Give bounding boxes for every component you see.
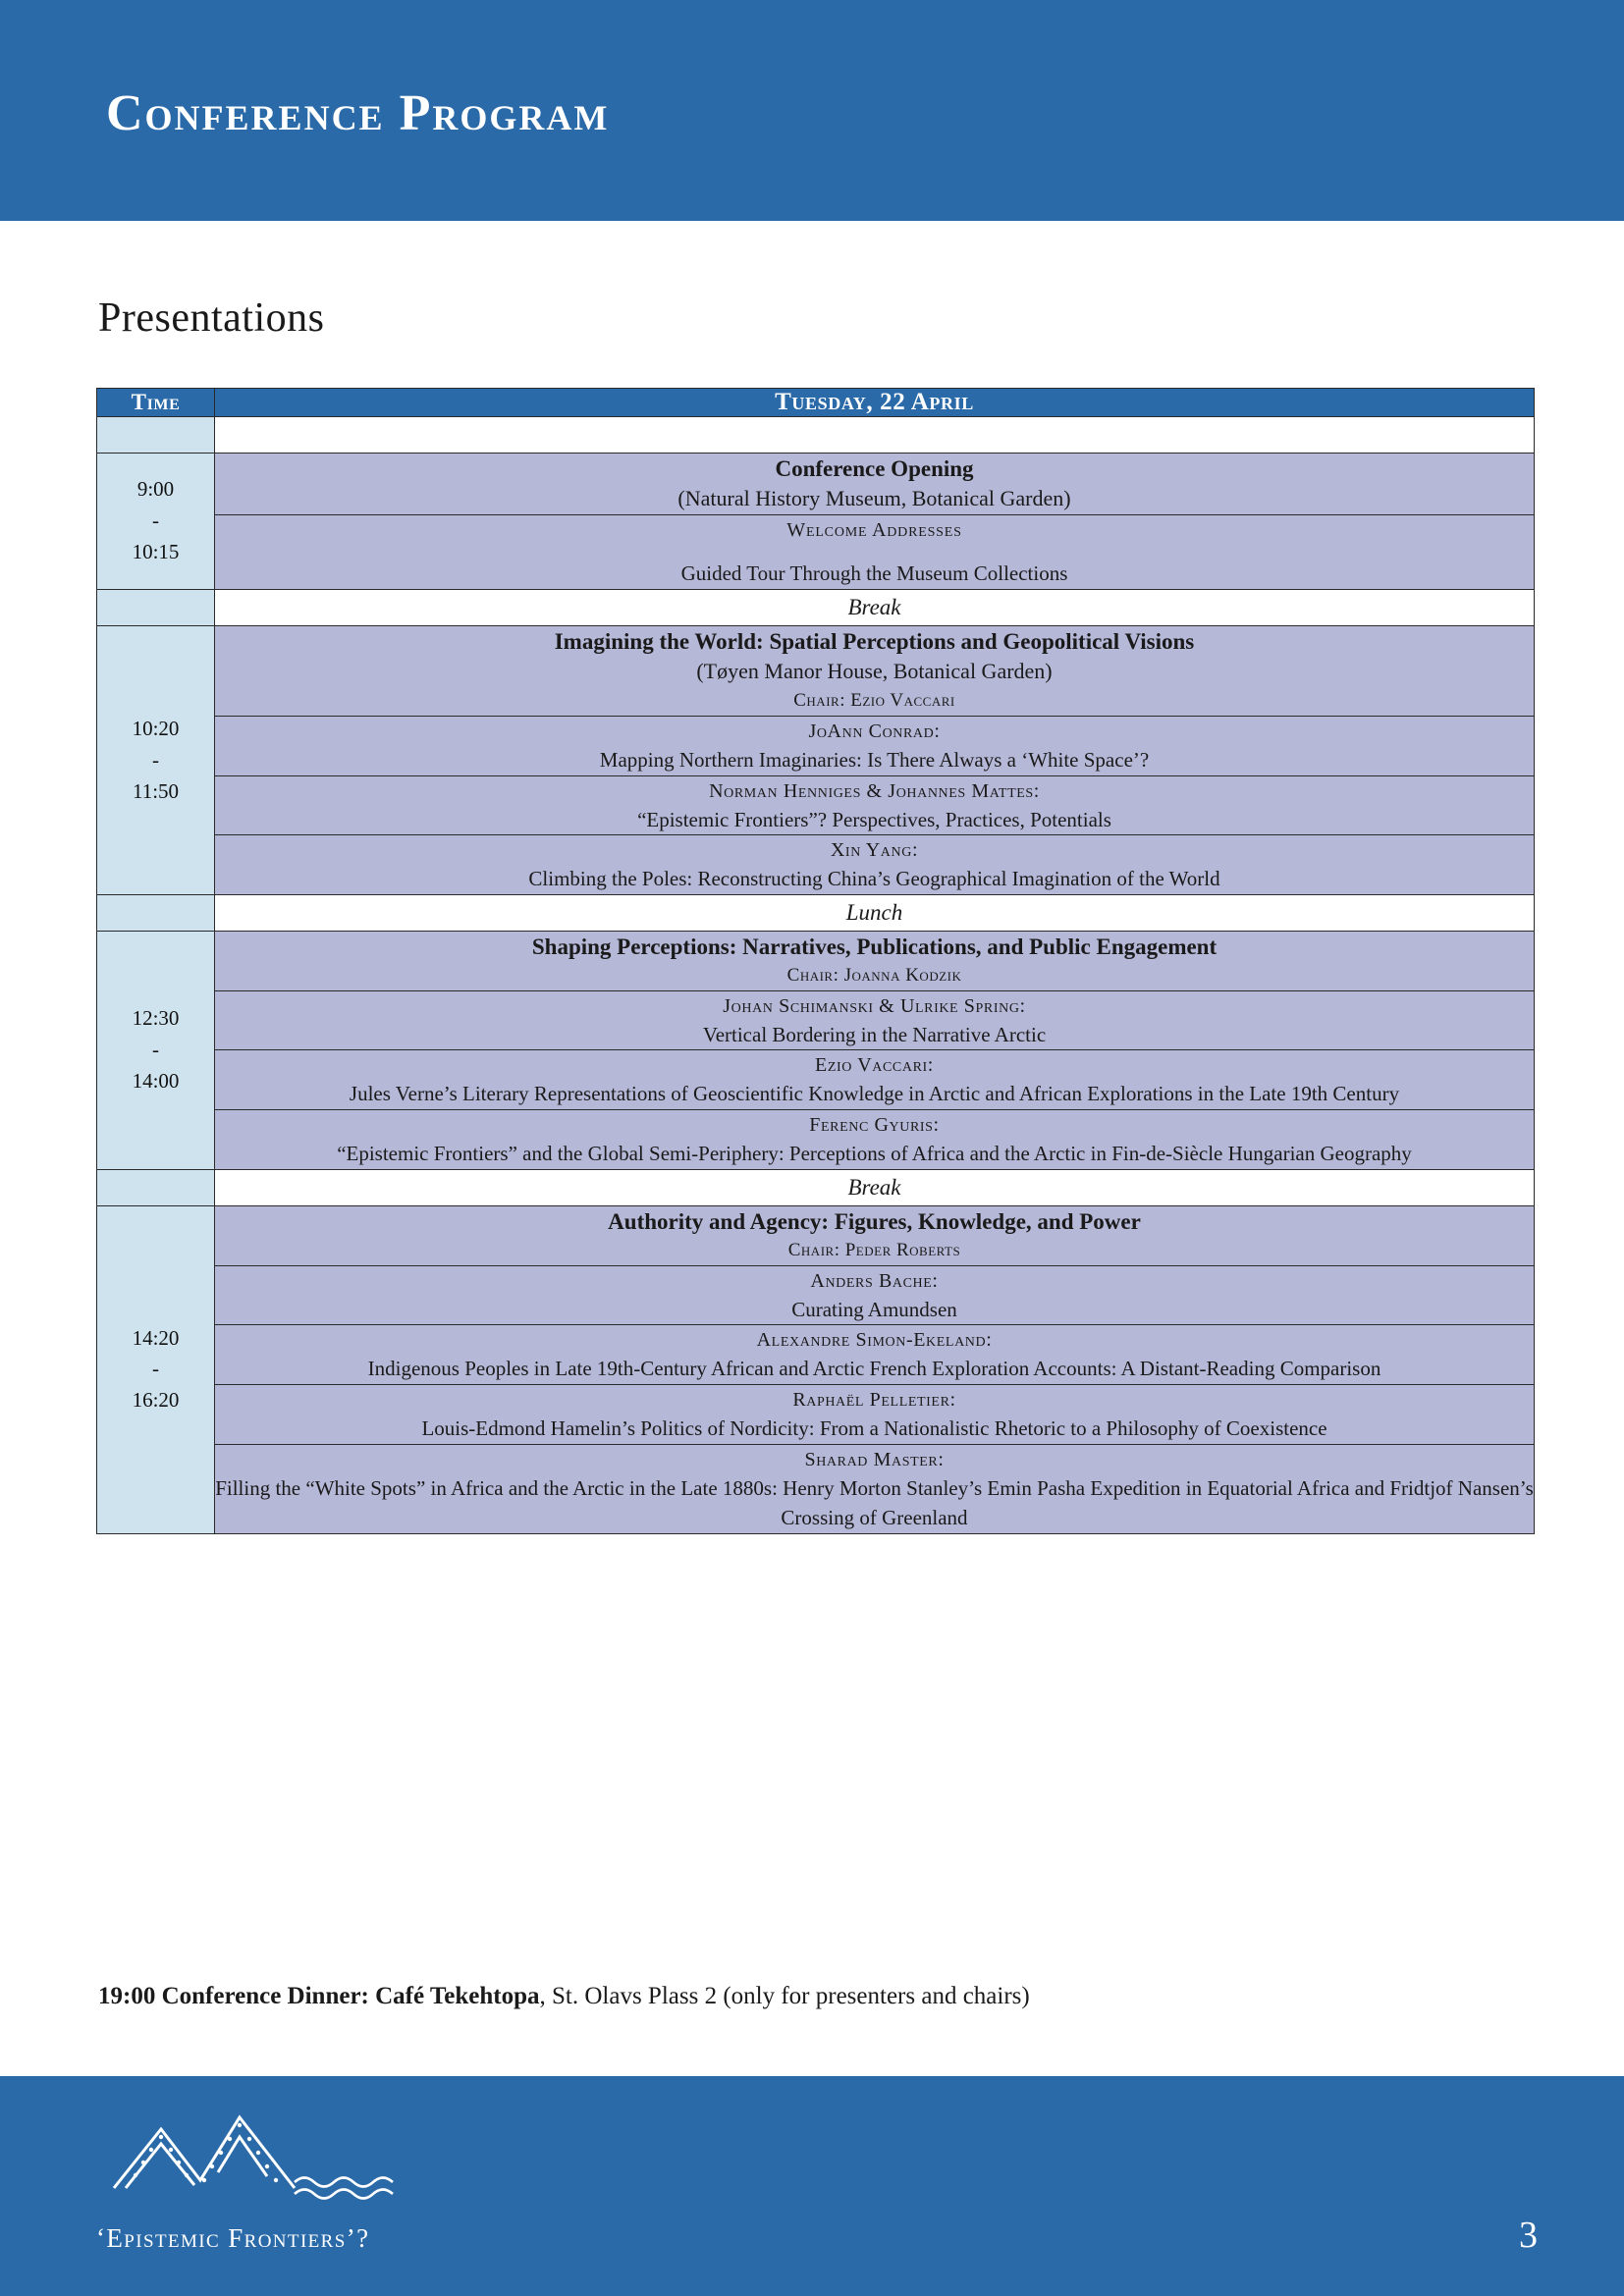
dinner-note-bold: 19:00 Conference Dinner: Café Tekehtopa (98, 1983, 540, 2009)
talk-cell (215, 716, 1535, 775)
dinner-note-rest: , St. Olavs Plass 2 (only for presenters and chairs) (539, 1983, 1030, 2009)
break-label: Lunch (215, 895, 1535, 932)
break-row (97, 590, 1535, 626)
table-header-row (97, 389, 1535, 417)
talk-speaker: Johan Schimanski & Ulrike Spring: (723, 994, 1026, 1017)
page-title: Conference Program (106, 85, 610, 141)
session-row (97, 1110, 1535, 1170)
talk-title: Louis-Edmond Hamelin’s Politics of Nordicity: From a Nationalistic Rhetoric to a Philosophy of Coexistence (421, 1416, 1327, 1441)
break-row (97, 895, 1535, 932)
time-cell (97, 1170, 215, 1206)
session-row (97, 990, 1535, 1050)
talk-title: Jules Verne’s Literary Representations of Geoscientific Knowledge in Arctic and African Explorations in the Late 19th Century (349, 1082, 1400, 1106)
session-row (97, 514, 1535, 590)
talk-speaker: Sharad Master: (804, 1449, 945, 1471)
talk-cell (215, 1385, 1535, 1445)
talk-title: Climbing the Poles: Reconstructing China’s Geographical Imagination of the World (528, 867, 1220, 891)
session-item: Guided Tour Through the Museum Collections (680, 561, 1068, 585)
session-chair: Chair: Ezio Vaccari (793, 690, 955, 712)
section-heading: Presentations (98, 295, 325, 341)
session-row (97, 1385, 1535, 1445)
session-title: Conference Opening (775, 456, 974, 481)
session-row (97, 454, 1535, 515)
talk-speaker: JoAnn Conrad: (808, 720, 941, 742)
talk-speaker: Ferenc Gyuris: (809, 1114, 940, 1137)
session-chair: Chair: Peder Roberts (787, 1240, 961, 1261)
dinner-note (98, 1983, 1030, 2010)
footer-logo-text: ‘Epistemic Frontiers’? (96, 2223, 370, 2253)
talk-title: “Epistemic Frontiers” and the Global Semi-Periphery: Perceptions of Africa and the Arctic in Fin-de-Siècle Hungarian Geography (337, 1142, 1412, 1166)
page-body (0, 221, 1624, 2076)
spacer (215, 545, 1534, 559)
time-cell (97, 417, 215, 454)
column-header-time: Time (97, 389, 215, 417)
session-row (97, 1445, 1535, 1534)
session-row (97, 932, 1535, 991)
session-venue: (Tøyen Manor House, Botanical Garden) (696, 659, 1053, 684)
session-venue: (Natural History Museum, Botanical Garden) (677, 486, 1071, 511)
mountains-logo-icon (102, 2104, 514, 2212)
talk-cell (215, 990, 1535, 1050)
talk-cell (215, 1445, 1535, 1534)
page-header-band (0, 0, 1624, 221)
talk-cell (215, 775, 1535, 835)
session-title: Shaping Perceptions: Narratives, Publications, and Public Engagement (531, 934, 1218, 960)
break-label: Break (215, 1170, 1535, 1206)
time-cell (97, 895, 215, 932)
talk-speaker: Anders Bache: (810, 1269, 939, 1292)
time-cell: 9:00 - 10:15 (97, 454, 215, 590)
session-row (97, 1265, 1535, 1325)
time-cell: 12:30 - 14:00 (97, 932, 215, 1170)
talk-speaker: Xin Yang: (830, 839, 919, 862)
session-row (97, 626, 1535, 716)
session-title: Authority and Agency: Figures, Knowledge, and Power (608, 1209, 1141, 1235)
page-footer-band (0, 2076, 1624, 2296)
session-row (97, 716, 1535, 775)
session-header-cell (215, 932, 1535, 991)
table-blank-row (97, 417, 1535, 454)
session-row (97, 1206, 1535, 1266)
session-row (97, 835, 1535, 895)
program-table (96, 388, 1535, 1534)
session-header-cell (215, 1206, 1535, 1266)
talk-speaker: Alexandre Simon-Ekeland: (756, 1329, 993, 1352)
talk-title: Filling the “White Spots” in Africa and the Arctic in the Late 1880s: Henry Morton Stanley’s Emin Pasha Expedition in Equatorial Africa and Fridtjof Nansen’s Crossing of Greenland (215, 1476, 1534, 1529)
session-items-cell (215, 514, 1535, 590)
talk-speaker: Ezio Vaccari: (815, 1054, 934, 1077)
session-row (97, 1325, 1535, 1385)
program-table-body (97, 417, 1535, 1534)
session-header-cell (215, 454, 1535, 515)
talk-title: “Epistemic Frontiers”? Perspectives, Practices, Potentials (637, 807, 1111, 831)
session-header-cell (215, 626, 1535, 716)
session-chair: Chair: Joanna Kodzik (786, 965, 962, 987)
session-row (97, 775, 1535, 835)
blank-cell (215, 417, 1535, 454)
break-label: Break (215, 590, 1535, 626)
page-number: 3 (1519, 2215, 1538, 2256)
talk-speaker: Raphaël Pelletier: (792, 1389, 956, 1412)
talk-title: Indigenous Peoples in Late 19th-Century African and Arctic French Exploration Accounts: A Distant-Reading Comparison (367, 1357, 1381, 1381)
talk-title: Curating Amundsen (791, 1297, 957, 1321)
session-row (97, 1050, 1535, 1110)
time-cell: 14:20 - 16:20 (97, 1206, 215, 1534)
talk-cell (215, 835, 1535, 895)
program-table-head (97, 389, 1535, 417)
talk-title: Mapping Northern Imaginaries: Is There Always a ‘White Space’? (599, 747, 1150, 772)
talk-title: Vertical Bordering in the Narrative Arctic (702, 1022, 1047, 1046)
time-cell: 10:20 - 11:50 (97, 626, 215, 895)
talk-cell (215, 1050, 1535, 1110)
talk-cell (215, 1325, 1535, 1385)
column-header-day: Tuesday, 22 April (215, 389, 1535, 417)
session-item: Welcome Addresses (786, 518, 962, 541)
break-row (97, 1170, 1535, 1206)
talk-cell (215, 1110, 1535, 1170)
time-cell (97, 590, 215, 626)
session-title: Imagining the World: Spatial Perceptions and Geopolitical Visions (554, 629, 1195, 655)
talk-speaker: Norman Henniges & Johannes Mattes: (709, 779, 1040, 802)
talk-cell (215, 1265, 1535, 1325)
